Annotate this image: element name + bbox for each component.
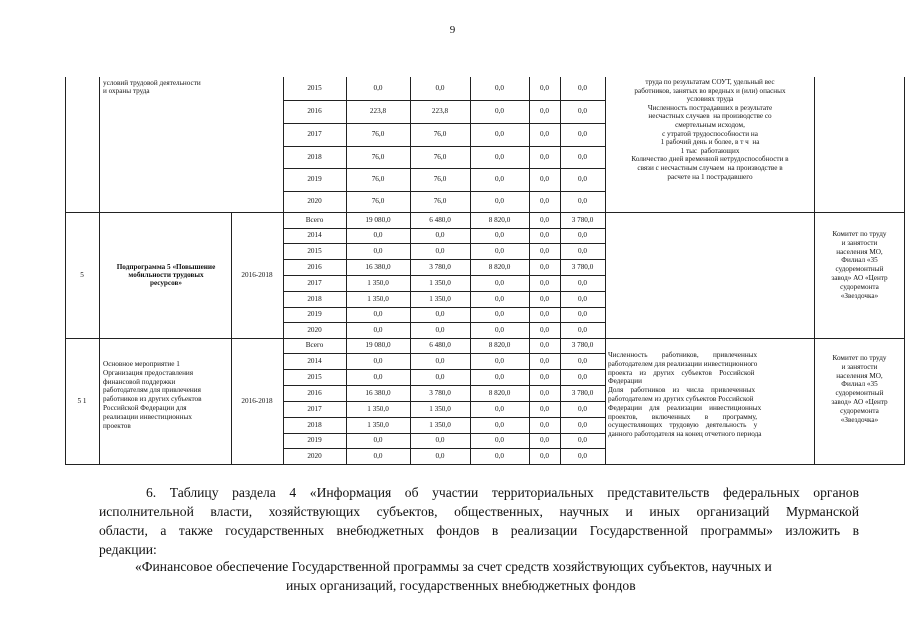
year-cell: 2019: [307, 175, 322, 184]
indicator-text-line: 1 рабочий день и более, в т ч на: [660, 138, 760, 147]
value-cell: 0,0: [435, 231, 445, 240]
value-cell: 1 350,0: [429, 294, 451, 303]
value-cell: 0,0: [540, 152, 549, 161]
measure-name-line: Организация предоставления: [103, 368, 194, 377]
responsible-executor-line: завод» АО «Центр: [831, 273, 888, 282]
value-cell: 0,0: [540, 310, 549, 319]
value-cell: 0,0: [540, 278, 549, 287]
value-cell: 0,0: [540, 325, 549, 334]
year-cell: 2018: [307, 420, 322, 429]
indicator-text-line: Численность пострадавших в результате: [647, 103, 773, 112]
measure-name-line: Российской Федерации для: [103, 403, 187, 412]
value-cell: 0,0: [435, 372, 445, 381]
value-cell: 0,0: [373, 451, 383, 460]
value-cell: 76,0: [371, 197, 385, 206]
responsible-executor: [816, 354, 903, 424]
indicator-text-line: осуществляющих трудовую деятельность у: [608, 421, 758, 430]
value-cell: 0,0: [540, 436, 549, 445]
paragraph-line: области, а также государственных внебюджетных фондов в реализации Государственной программы» изложить в: [99, 523, 859, 538]
value-cell: 0,0: [578, 372, 587, 381]
value-cell: 0,0: [578, 436, 587, 445]
year-cell: Всего: [305, 215, 324, 224]
value-cell: 0,0: [578, 175, 587, 184]
year-cell: 2014: [307, 231, 322, 240]
measure-name-line: Основное мероприятие 1: [103, 360, 180, 368]
year-cell: 2015: [307, 84, 322, 93]
value-cell: 0,0: [578, 325, 587, 334]
indicator-text-line: труда по результатам СОУТ, удельный вес: [645, 78, 775, 86]
value-cell: 6 480,0: [429, 215, 451, 224]
year-cell: 2019: [307, 436, 322, 445]
value-cell: 0,0: [540, 388, 549, 397]
subprogram-name-line: мобильности трудовых: [128, 270, 204, 279]
value-cell: 76,0: [371, 152, 385, 161]
heading-quote-line: иных организаций, государственных внебюджетных фондов: [286, 578, 636, 593]
indicator-text-line: Доля работников из числа привлеченных: [608, 386, 756, 395]
value-cell: 0,0: [495, 294, 504, 303]
measure-name-line: условий трудовой деятельности: [103, 79, 201, 87]
year-cell: 2016: [307, 388, 322, 397]
value-cell: 0,0: [540, 404, 549, 413]
responsible-executor-line: Комитет по труду: [832, 354, 887, 362]
value-cell: 0,0: [540, 262, 549, 271]
indicator-text: [608, 351, 812, 439]
value-cell: 0,0: [435, 451, 445, 460]
responsible-executor-line: «Звездочка»: [840, 415, 879, 424]
value-cell: 0,0: [578, 107, 587, 116]
indicator-text-line: Количество дней временной нетрудоспособности в: [631, 155, 789, 164]
responsible-executor-line: судоремонта: [840, 406, 879, 415]
year-cell: 2016: [307, 107, 322, 116]
year-cell: 2017: [307, 130, 322, 139]
subprogram-name-line: ресурсов»: [149, 279, 183, 288]
value-cell: 0,0: [540, 341, 549, 350]
value-cell: 8 820,0: [488, 341, 511, 350]
responsible-executor-line: судоремонта: [840, 282, 879, 291]
heading-quote-line: «Финансовое обеспечение Государственной программы за счет средств хозяйствующих субъектов, научных и: [135, 559, 772, 574]
indicator-text-line: расчете на 1 пострадавшего: [667, 172, 753, 181]
value-cell: 0,0: [578, 356, 587, 365]
year-cell: 2020: [307, 325, 322, 334]
value-cell: 0,0: [495, 404, 504, 413]
indicator-text-line: данного работодателя на конец отчетного периода: [608, 430, 762, 439]
measure-name-line: и охраны труда: [103, 87, 150, 96]
value-cell: 0,0: [578, 152, 587, 161]
paragraph-line: 6. Таблицу раздела 4 «Информация об участии территориальных представительств федеральных органов: [146, 485, 859, 500]
value-cell: 0,0: [540, 107, 549, 116]
value-cell: 0,0: [373, 84, 383, 93]
responsible-executor-line: населения МО,: [836, 247, 883, 256]
responsible-executor-line: судоремонтный: [835, 265, 884, 274]
value-cell: 3 780,0: [429, 388, 451, 397]
value-cell: 0,0: [495, 107, 504, 116]
value-cell: 0,0: [540, 356, 549, 365]
indicator-text-line: условиях труда: [686, 95, 734, 104]
value-cell: 0,0: [495, 436, 504, 445]
table-column-divider: [814, 77, 815, 464]
value-cell: 0,0: [540, 372, 549, 381]
value-cell: 0,0: [495, 451, 504, 460]
responsible-executor-line: Комитет по труду: [832, 230, 887, 238]
value-cell: 16 380,0: [365, 388, 391, 397]
value-cell: 0,0: [495, 175, 504, 184]
indicator-text-line: смертельным исходом,: [675, 120, 745, 129]
value-cell: 76,0: [433, 152, 447, 161]
value-cell: 0,0: [540, 197, 549, 206]
value-cell: 1 350,0: [429, 278, 451, 287]
indicator-text-line: Федерации: [608, 377, 642, 386]
row-number: 5 1: [77, 396, 87, 405]
value-cell: 0,0: [578, 231, 587, 240]
value-cell: 0,0: [578, 130, 587, 139]
merge-mask: [230, 77, 233, 212]
measure-name: [103, 79, 231, 96]
year-cell: 2019: [307, 310, 322, 319]
value-cell: 0,0: [435, 436, 445, 445]
paragraph-line: исполнительной власти, хозяйствующих субъектов, общественных, научных и иных организаций Мурманской: [99, 504, 859, 519]
value-cell: 76,0: [433, 130, 447, 139]
value-cell: 0,0: [373, 325, 383, 334]
indicator-text-line: работодателем из других субъектов Российской: [608, 394, 754, 403]
value-cell: 8 820,0: [488, 388, 511, 397]
value-cell: 19 080,0: [365, 341, 391, 350]
period-cell: 2016-2018: [241, 396, 273, 405]
year-cell: 2020: [307, 451, 322, 460]
value-cell: 0,0: [578, 420, 587, 429]
value-cell: 0,0: [578, 310, 587, 319]
value-cell: 0,0: [435, 84, 445, 93]
value-cell: 0,0: [495, 197, 504, 206]
table-column-divider: [605, 77, 606, 464]
measure-name-line: финансовой поддержки: [103, 377, 176, 386]
value-cell: 76,0: [433, 197, 447, 206]
value-cell: 0,0: [578, 84, 587, 93]
value-cell: 0,0: [540, 294, 549, 303]
subprogram-name-line: Подпрограмма 5 «Повышение: [116, 262, 216, 271]
value-cell: 223,8: [431, 107, 449, 116]
indicator-text: [608, 78, 812, 181]
value-cell: 0,0: [373, 246, 383, 255]
value-cell: 0,0: [373, 231, 383, 240]
measure-name-line: работников из других субъектов: [103, 395, 202, 404]
responsible-executor-line: и занятости: [841, 238, 878, 247]
responsible-executor-line: судоремонтный: [835, 389, 884, 398]
responsible-executor-line: завод» АО «Центр: [831, 397, 888, 406]
value-cell: 1 350,0: [367, 278, 389, 287]
period-cell: 2016-2018: [241, 270, 273, 279]
value-cell: 0,0: [540, 231, 549, 240]
year-cell: 2016: [307, 262, 322, 271]
value-cell: 0,0: [540, 175, 549, 184]
measure-name-line: работодателям для привлечения: [103, 386, 201, 395]
value-cell: 0,0: [540, 451, 549, 460]
indicator-text-line: работников, занятых во вредных и (или) опасных: [634, 86, 786, 95]
value-cell: 0,0: [495, 310, 504, 319]
value-cell: 3 780,0: [571, 215, 594, 224]
value-cell: 0,0: [578, 278, 587, 287]
value-cell: 223,8: [369, 107, 387, 116]
value-cell: 0,0: [373, 310, 383, 319]
value-cell: 0,0: [435, 356, 445, 365]
year-cell: 2014: [307, 356, 322, 365]
value-cell: 76,0: [371, 175, 385, 184]
value-cell: 0,0: [495, 278, 504, 287]
value-cell: 0,0: [540, 215, 549, 224]
year-cell: Всего: [305, 341, 324, 350]
value-cell: 3 780,0: [429, 262, 451, 271]
value-cell: 3 780,0: [571, 262, 594, 271]
responsible-executor-line: «Звездочка»: [840, 291, 879, 300]
year-cell: 2015: [307, 246, 322, 255]
subprogram-name: [103, 263, 229, 288]
responsible-executor-line: Филиал «35: [841, 380, 878, 389]
paragraph-line: редакции:: [99, 542, 157, 557]
indicator-text-line: связи с несчастным случаем на производстве в: [637, 163, 783, 172]
table-column-divider: [99, 77, 100, 464]
value-cell: 0,0: [373, 372, 383, 381]
value-cell: 0,0: [495, 231, 504, 240]
year-cell: 2018: [307, 152, 322, 161]
value-cell: 1 350,0: [367, 420, 389, 429]
value-cell: 76,0: [371, 130, 385, 139]
value-cell: 0,0: [495, 152, 504, 161]
value-cell: 0,0: [578, 294, 587, 303]
value-cell: 16 380,0: [365, 262, 391, 271]
responsible-executor-line: Филиал «35: [841, 256, 878, 265]
value-cell: 1 350,0: [429, 404, 451, 413]
value-cell: 0,0: [495, 420, 504, 429]
indicator-text-line: несчастных случаев на производстве со: [648, 112, 772, 121]
responsible-executor-line: населения МО,: [836, 371, 883, 380]
indicator-text-line: 1 тыс работающих: [680, 146, 740, 155]
indicator-text-line: Численность работников, привлеченных: [608, 351, 758, 359]
row-number: 5: [80, 270, 84, 279]
value-cell: 0,0: [373, 436, 383, 445]
value-cell: 0,0: [495, 325, 504, 334]
value-cell: 0,0: [578, 197, 587, 206]
indicator-text-line: Федерации для реализации инвестиционных: [608, 403, 762, 412]
responsible-executor: [816, 230, 903, 300]
value-cell: 1 350,0: [429, 420, 451, 429]
value-cell: 0,0: [540, 84, 549, 93]
table-border-bottom: [65, 464, 905, 465]
value-cell: 1 350,0: [367, 404, 389, 413]
value-cell: 6 480,0: [429, 341, 451, 350]
measure-name-line: проектов: [103, 421, 131, 430]
value-cell: 0,0: [495, 246, 504, 255]
indicator-text-line: проекта из других субъектов Российской: [608, 368, 755, 377]
year-cell: 2018: [307, 294, 322, 303]
value-cell: 0,0: [495, 356, 504, 365]
responsible-executor-line: и занятости: [841, 362, 878, 371]
value-cell: 0,0: [435, 310, 445, 319]
value-cell: 76,0: [433, 175, 447, 184]
year-cell: 2020: [307, 197, 322, 206]
measure-name: [103, 360, 229, 430]
value-cell: 0,0: [495, 130, 504, 139]
value-cell: 0,0: [540, 246, 549, 255]
value-cell: 0,0: [540, 130, 549, 139]
value-cell: 0,0: [540, 420, 549, 429]
value-cell: 3 780,0: [571, 388, 594, 397]
page-number: 9: [449, 24, 456, 36]
value-cell: 0,0: [435, 246, 445, 255]
year-cell: 2017: [307, 404, 322, 413]
year-cell: 2015: [307, 372, 322, 381]
value-cell: 3 780,0: [571, 341, 594, 350]
value-cell: 0,0: [578, 451, 587, 460]
value-cell: 0,0: [578, 246, 587, 255]
measure-name-line: реализации инвестиционных: [103, 412, 192, 421]
indicator-text-line: с утратой трудоспособности на: [662, 129, 758, 138]
value-cell: 0,0: [495, 84, 504, 93]
value-cell: 8 820,0: [488, 215, 511, 224]
value-cell: 0,0: [495, 372, 504, 381]
value-cell: 0,0: [435, 325, 445, 334]
value-cell: 0,0: [578, 404, 587, 413]
value-cell: 19 080,0: [365, 215, 391, 224]
value-cell: 0,0: [373, 356, 383, 365]
indicator-text-line: проектов, включенных в программу,: [608, 412, 758, 421]
value-cell: 8 820,0: [488, 262, 511, 271]
value-cell: 1 350,0: [367, 294, 389, 303]
indicator-text-line: работодателем для реализации инвестиционного: [608, 359, 758, 368]
year-cell: 2017: [307, 278, 322, 287]
